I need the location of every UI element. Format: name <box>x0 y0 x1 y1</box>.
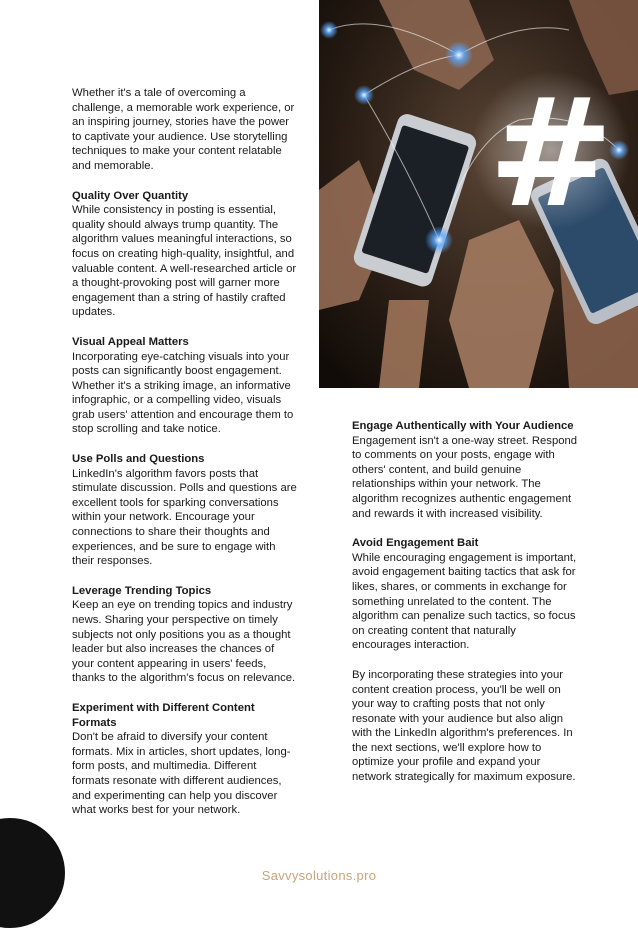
footer-site-link[interactable]: Savvysolutions.pro <box>261 868 377 883</box>
left-column <box>72 86 297 833</box>
section-heading: Leverage Trending Topics <box>72 584 212 597</box>
section-body: Engagement isn't a one-way street. Respond to comments on your posts, engage with others' content, and build genuine relationships within your network. The algorithm recognizes authentic engagement and rewards it with increased visibility. <box>352 434 578 520</box>
section-visual-appeal <box>72 335 297 437</box>
closing-paragraph: By incorporating these strategies into your content creation process, you'll be well on your way to crafting posts that not only resonate with your audience but also align with the LinkedIn algorithm's preferences. In the next sections, we'll explore how to optimize your profile and expand your network strategically for maximum exposure. <box>352 668 576 784</box>
section-engage-authentically <box>352 419 578 521</box>
section-body: Keep an eye on trending topics and industry news. Sharing your perspective on timely subjects not only positions you as a thought leader but also increases the chances of your content appearing in users' feeds, thanks to the algorithm's focus on relevance. <box>72 599 296 685</box>
section-polls-questions <box>72 452 297 569</box>
section-content-formats <box>72 701 297 818</box>
section-body: While consistency in posting is essential, quality should always trump quantity. The algorithm values meaningful interactions, so focus on creating high-quality, insightful, and valuable content. A well-researched article or a thought-provoking post will garner more engagement than a string of hastily crafted updates. <box>72 204 297 319</box>
section-heading: Use Polls and Questions <box>72 453 205 466</box>
section-avoid-engagement-bait <box>352 536 578 653</box>
section-body: LinkedIn's algorithm favors posts that stimulate discussion. Polls and questions are excellent tools for sparking conversations within your network. Encourage your connections to share their thoughts and experiences, and be sure to engage with their responses. <box>72 467 297 568</box>
section-body: Incorporating eye-catching visuals into your posts can significantly boost engagement. Whether it's a striking image, an informative infographic, or a compelling video, visuals grab users' attention and encourage them to stop scrolling and take notice. <box>72 350 294 436</box>
right-column <box>352 419 578 800</box>
section-quality-over-quantity <box>72 189 297 320</box>
section-heading: Quality Over Quantity <box>72 189 189 202</box>
intro-paragraph: Whether it's a tale of overcoming a challenge, a memorable work experience, or an inspiring journey, stories have the power to captivate your audience. Use storytelling techniques to make your content relatable and memorable. <box>72 87 295 172</box>
section-heading: Experiment with Different Content Formats <box>72 701 255 729</box>
section-heading: Visual Appeal Matters <box>72 335 189 348</box>
hero-photo-hashtag-phones <box>319 0 638 388</box>
section-body: While encouraging engagement is important, avoid engagement baiting tactics that ask for likes, shares, or comments in exchange for something unrelated to the content. The algorithm can penalize such tactics, so focus on creating content that naturally encourages interaction. <box>352 551 577 652</box>
section-heading: Avoid Engagement Bait <box>352 537 479 550</box>
section-heading: Engage Authentically with Your Audience <box>352 420 574 432</box>
section-trending-topics <box>72 584 297 686</box>
section-body: Don't be afraid to diversify your content formats. Mix in articles, short updates, long-form posts, and multimedia. Different formats resonate with different audiences, and experimenting can help you discover what works best for your network. <box>72 731 291 817</box>
hashtag-symbol: # <box>488 67 614 241</box>
